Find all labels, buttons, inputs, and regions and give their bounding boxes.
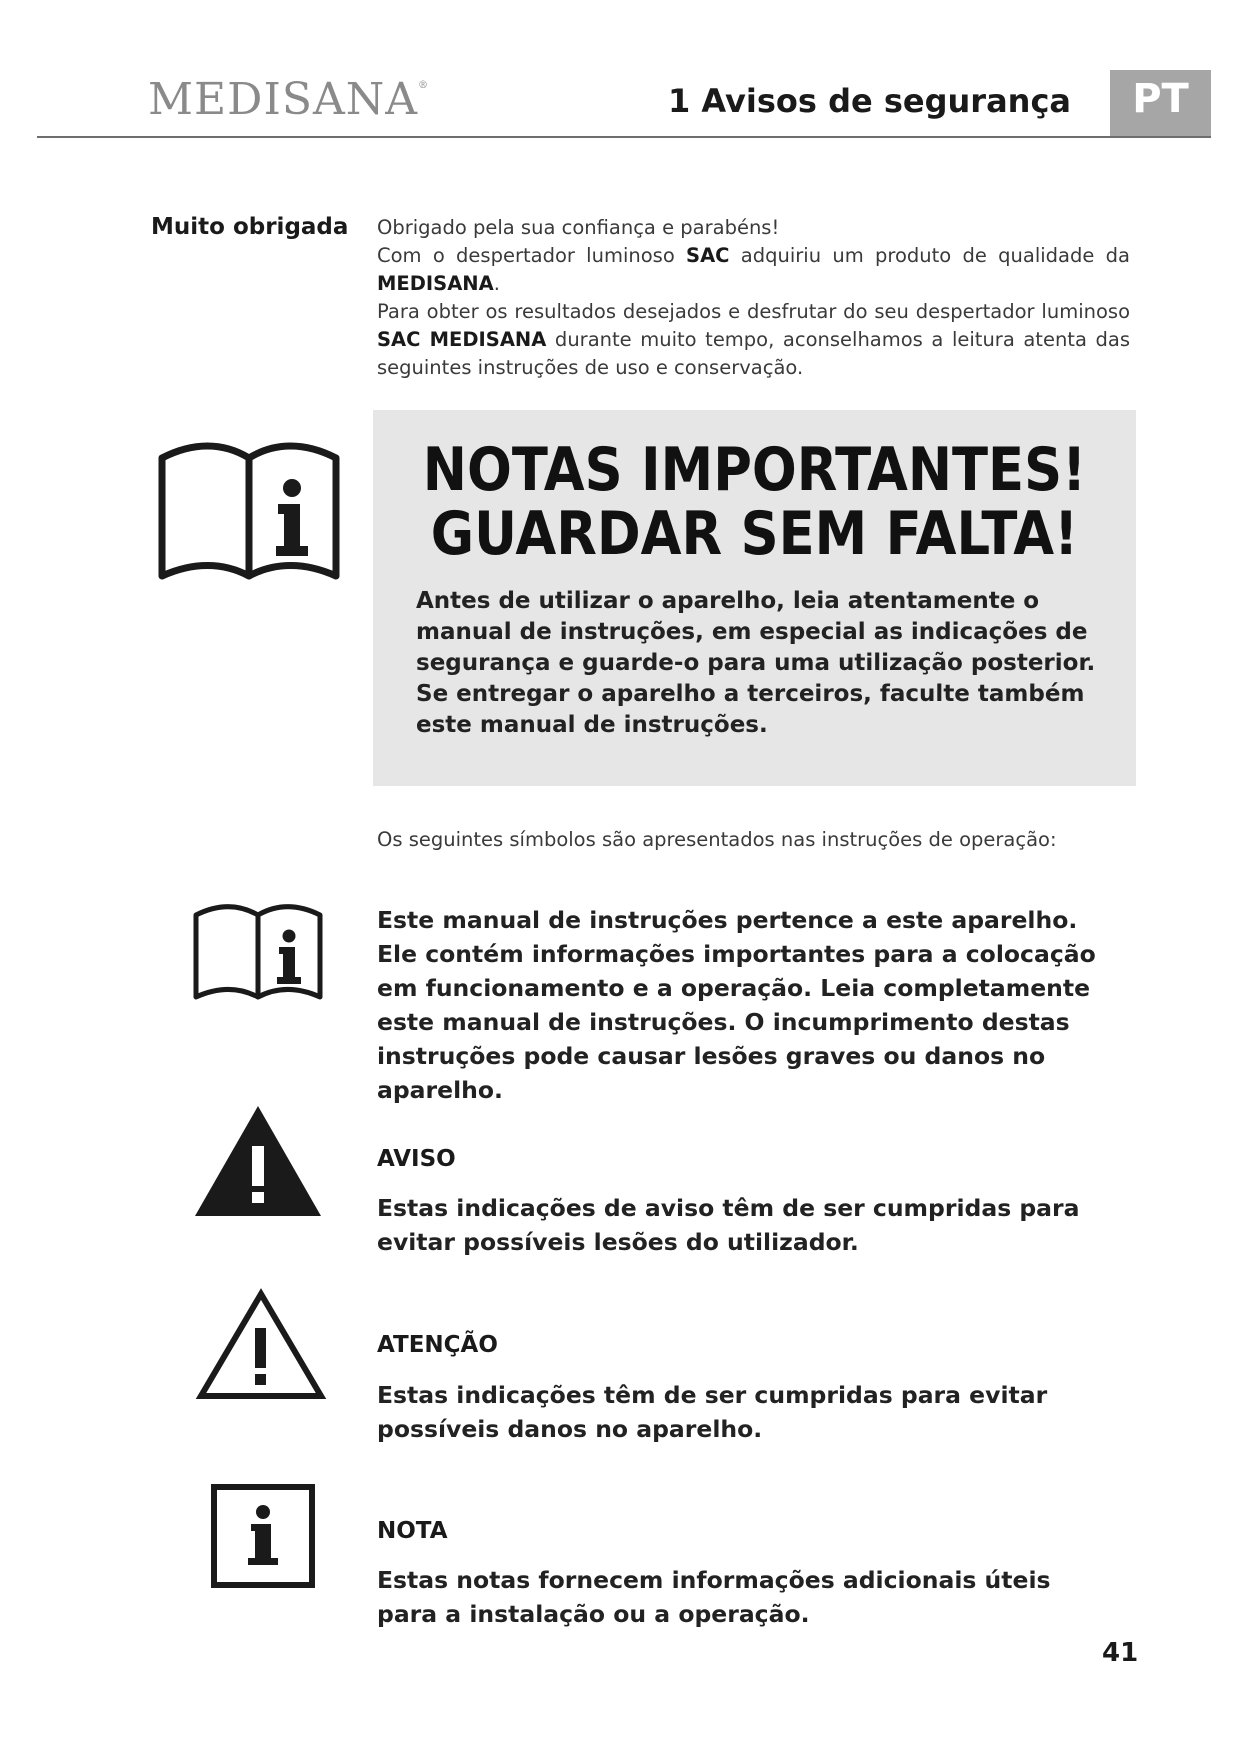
manual-book-icon (193, 906, 323, 1002)
notice-body (416, 586, 1106, 741)
intro-p2-text-3: . (493, 272, 500, 295)
warning-filled-triangle-icon (193, 1104, 323, 1218)
symbols-intro: Os seguintes símbolos são apresentados nas instruções de operação: (377, 828, 1057, 851)
notice-heading-line-2: GUARDAR SEM FALTA! (430, 499, 1079, 569)
intro-p2-text-1: Com o despertador luminoso (377, 244, 687, 267)
language-tab: PT (1110, 70, 1211, 137)
registered-mark: ® (418, 80, 430, 91)
header-divider (37, 136, 1211, 138)
caution-text: Estas indicações têm de ser cumpridas para evitar possíveis danos no aparelho. (377, 1381, 1048, 1443)
intro-p3-bold-1: SAC MEDISANA (377, 328, 547, 351)
thanks-label: Muito obrigada (151, 214, 349, 240)
intro-p3-text-2: durante muito tempo, aconselhamos a leitura atenta das seguintes instruções de uso e conservação. (377, 328, 1130, 379)
intro-p2-bold-1: SAC (686, 244, 730, 267)
intro-paragraph-2 (377, 242, 1130, 298)
notice-heading (419, 435, 1090, 569)
caution-outline-triangle-icon (197, 1288, 325, 1400)
intro-p3-text-1: Para obter os resultados desejados e desfrutar do seu despertador luminoso (377, 300, 1130, 323)
notice-body-p2: Se entregar o aparelho a terceiros, faculte também este manual de instruções. (416, 681, 1085, 738)
note-text: Estas notas fornecem informações adicionais úteis para a instalação ou a operação. (377, 1566, 1051, 1628)
logo-text: MEDISANA (148, 74, 419, 125)
medisana-logo (148, 74, 429, 125)
intro-text (377, 214, 1130, 382)
manual-book-icon (158, 446, 340, 584)
warning-text: Estas indicações de aviso têm de ser cumpridas para evitar possíveis lesões do utilizador. (377, 1194, 1080, 1256)
section-title: 1 Avisos de segurança (668, 82, 1071, 120)
intro-line-1: Obrigado pela sua confiança e parabéns! (377, 216, 780, 239)
notice-body-p1: Antes de utilizar o aparelho, leia atentamente o manual de instruções, em especial as indicações de segurança e guarde-o para uma utilização posterior. (416, 588, 1096, 676)
intro-p2-bold-2: MEDISANA (377, 272, 494, 295)
info-square-icon (211, 1484, 315, 1588)
intro-p2-text-2: adquiriu um produto de qualidade da (729, 244, 1130, 267)
notice-heading-line-1: NOTAS IMPORTANTES! (422, 435, 1087, 505)
caution-title: ATENÇÃO (377, 1332, 498, 1358)
warning-title: AVISO (377, 1146, 456, 1172)
manual-symbol-text: Este manual de instruções pertence a este aparelho. Ele contém informações importantes para a colocação em funcionamento e a operação. Leia completamente este manual de instruções. O incumprimento destas instruções pode causar lesões graves ou danos no aparelho. (377, 906, 1096, 1104)
page-number: 41 (1102, 1638, 1139, 1668)
intro-paragraph-3 (377, 298, 1130, 382)
note-title: NOTA (377, 1518, 448, 1544)
